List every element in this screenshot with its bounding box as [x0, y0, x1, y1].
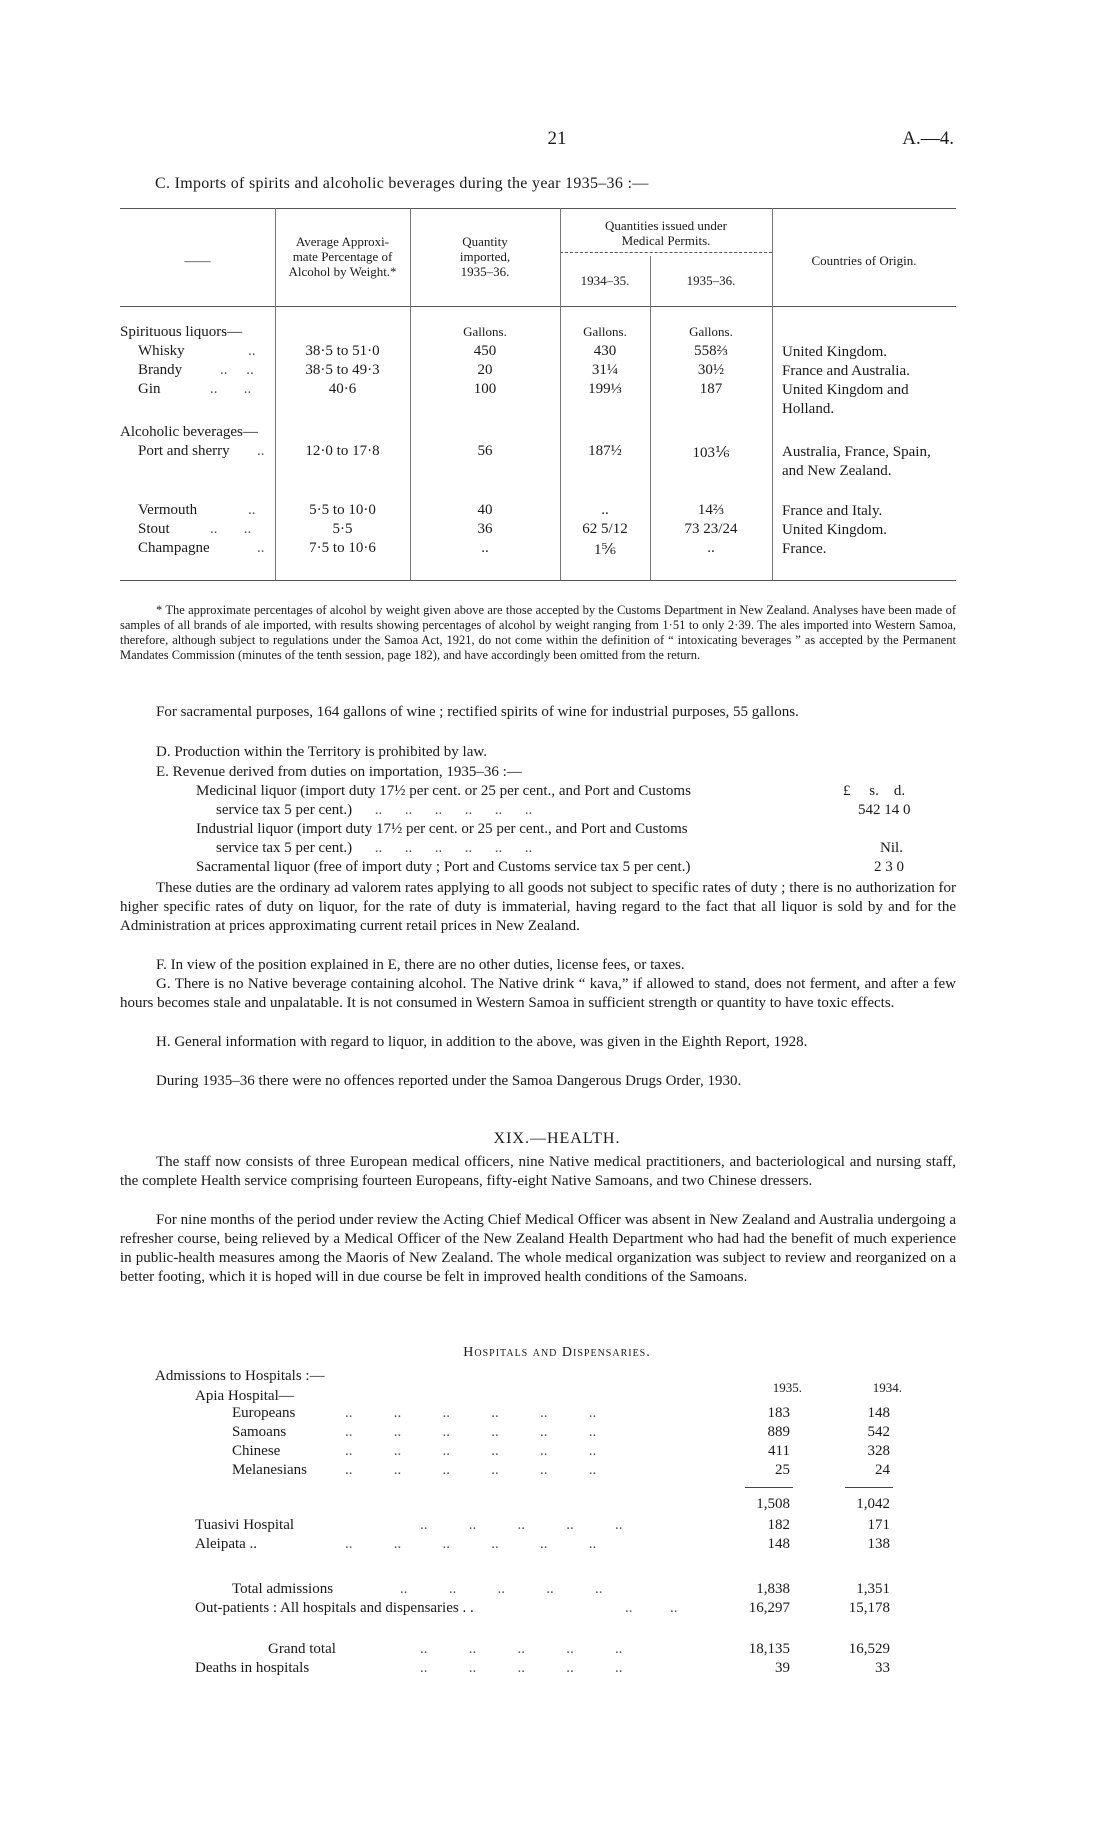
duties-paragraph: These duties are the ordinary ad valorem rates applying to all goods not subject to specific rates of duty ; there is no authorization for higher specific rates of duty on liquor, for the rate of duty is immaterial, having regard to the fact that all liquor is sold by and for the Administration at prices approximating current retail prices in New Zealand.: [120, 880, 956, 934]
row-medical-1934: ..: [601, 502, 609, 518]
paragraph-g: G. There is no Native beverage containing alcohol. The Native drink “ kava,” if allowed to stand, does not ferment, and after a few hours becomes stale and unpalatable. It is not consumed in Western Samoa in sufficient strength or quantity to have toxic effects.: [120, 976, 956, 1011]
row-origin: United Kingdom.: [782, 522, 887, 538]
report-reference: A.—4.: [902, 128, 954, 149]
row-medical-1935: 30½: [697, 362, 725, 378]
revenue-industrial-text: service tax 5 per cent.): [216, 840, 353, 856]
sacramental-paragraph: For sacramental purposes, 164 gallons of wine ; rectified spirits of wine for industrial purposes, 55 gallons.: [156, 704, 799, 720]
leader-dots: ..: [248, 343, 256, 359]
paragraph-e: E. Revenue derived from duties on importation, 1935–36 :—: [156, 764, 522, 780]
row-percentage: 5·5: [332, 521, 353, 537]
hospital-row-label: Chinese: [232, 1443, 281, 1459]
row-medical-1934: 1⅚: [593, 542, 617, 558]
revenue-sacramental: Sacramental liquor (free of import duty ; Port and Customs service tax 5 per cent.): [196, 859, 691, 875]
group-label: Spirituous liquors—: [120, 324, 243, 340]
hospital-row-label: Samoans: [232, 1424, 287, 1440]
header-quantity-line: Quantity: [462, 234, 508, 249]
row-quantity: 100: [473, 381, 497, 397]
unit-quantity: Gallons.: [463, 324, 507, 339]
total-admissions-label: Total admissions: [232, 1581, 334, 1597]
apia-total-1934: 1,042: [856, 1496, 890, 1512]
row-medical-1934: 62 5/12: [582, 521, 628, 537]
leader-dots: .. .. .. .. ..: [420, 1641, 623, 1657]
revenue-currency-header: [843, 783, 905, 800]
unit-medical-1935: Gallons.: [689, 324, 733, 339]
paragraph-h: H. General information with regard to liquor, in addition to the above, was given in the Eighth Report, 1928.: [156, 1034, 808, 1050]
header-countries: Countries of Origin.: [811, 253, 917, 268]
row-medical-1935: 103⅙: [692, 445, 730, 461]
row-name: Stout: [138, 521, 170, 537]
row-name: Vermouth: [138, 502, 198, 518]
row-quantity: 40: [477, 502, 493, 518]
row-medical-1935: 187: [699, 381, 723, 397]
tuasivi-1934: 171: [867, 1517, 890, 1533]
leader-dots: .. .. .. .. .. ..: [345, 1536, 597, 1552]
leader-dots: .. .. .. .. .. ..: [345, 1424, 597, 1440]
row-percentage: 12·0 to 17·8: [305, 443, 380, 459]
sum-rule: [745, 1487, 793, 1488]
header-quantity: [410, 234, 560, 279]
deaths-1934: 33: [875, 1660, 890, 1676]
paragraph-d: D. Production within the Territory is prohibited by law.: [156, 744, 487, 760]
row-medical-1935: 73 23/24: [684, 521, 738, 537]
header-medical-line: Quantities issued under: [604, 218, 728, 233]
row-name: Brandy: [138, 362, 183, 378]
leader-dots: .. .. .. .. .. ..: [345, 1443, 597, 1459]
medical-subheader-rule: [560, 252, 772, 253]
row-quantity: ..: [481, 540, 489, 556]
leader-dots: .. .. .. .. ..: [420, 1517, 623, 1533]
table-footnote: * The approximate percentages of alcohol by weight given above are those accepted by the Customs Department in New Zealand. Analyses have been made of samples of all brands of ale imported, with results showing percentages of alcohol by weight ranging from 1·51 to only 2·39. The ales imported into Western Samoa, therefore, although subject to regulations under the Samoa Act, 1921, do not come within the definition of “ intoxicating beverages ” as accepted by the Permanent Mandates Commission (minutes of the tenth session, page 182), and have accordingly been omitted from the return.: [120, 603, 956, 662]
revenue-medicinal-line1: Medicinal liquor (import duty 17½ per cent. or 25 per cent., and Port and Customs: [196, 783, 691, 799]
row-origin: United Kingdom.: [782, 344, 887, 360]
page-number: 21: [547, 128, 567, 149]
value-1935: 25: [775, 1462, 790, 1478]
health-review-paragraph: For nine months of the period under review the Acting Chief Medical Officer was absent in New Zealand and Australia undergoing a refresher course, being relieved by a Medical Officer of the New Zealand Health Department who had had the benefit of much experience in public-health measures among the Maoris of New Zealand. The whole medical organization was subject to review and reorganized on a better footing, which it is hoped will in due course be felt in improved health conditions of the Samoans.: [120, 1212, 956, 1285]
header-medical-line: Medical Permits.: [621, 233, 711, 248]
apia-label: Apia Hospital—: [195, 1388, 294, 1404]
leader-dots: ..: [248, 502, 256, 518]
group-label: Alcoholic beverages—: [120, 424, 258, 440]
leader-dots: .. .. .. .. ..: [420, 1660, 623, 1676]
header-quantity-line: 1935–36.: [460, 264, 510, 279]
row-name: Gin: [138, 381, 161, 397]
revenue-medicinal-amount: 542 14 0: [858, 802, 911, 818]
aleipata-1935: 148: [767, 1536, 790, 1552]
shillings-header: s.: [869, 783, 879, 799]
outpatients-1934: 15,178: [848, 1600, 890, 1616]
total-admissions-1935: 1,838: [756, 1581, 790, 1597]
section-c-heading: C. Imports of spirits and alcoholic beverages during the year 1935–36 :—: [155, 175, 649, 192]
value-1934: 542: [867, 1424, 890, 1440]
header-alcohol-line: Alcohol by Weight.*: [288, 264, 397, 279]
header-alcohol-line: mate Percentage of: [292, 249, 393, 264]
leader-dots: .. .. .. .. ..: [400, 1581, 603, 1597]
row-medical-1934: 187½: [588, 443, 622, 459]
revenue-medicinal-text: service tax 5 per cent.): [216, 802, 353, 818]
row-medical-1935: ..: [707, 540, 715, 556]
table-bottom-rule: [120, 580, 956, 581]
row-percentage: 38·5 to 51·0: [305, 343, 380, 359]
leader-dots: .. .. .. .. .. ..: [345, 1462, 597, 1478]
admissions-label: Admissions to Hospitals :—: [155, 1368, 325, 1384]
grand-total-1935: 18,135: [748, 1641, 790, 1657]
tuasivi-1935: 182: [767, 1517, 790, 1533]
tuasivi-label: Tuasivi Hospital: [195, 1517, 295, 1533]
value-1934: 148: [867, 1405, 890, 1421]
imports-table: [120, 208, 956, 588]
aleipata-1934: 138: [867, 1536, 890, 1552]
value-1934: 24: [875, 1462, 890, 1478]
leader-dots: ..: [257, 443, 265, 459]
leader-dots: .. ..: [220, 362, 254, 378]
outpatients-1935: 16,297: [748, 1600, 790, 1616]
revenue-sacramental-amount: 2 3 0: [874, 859, 904, 875]
year-1934-header: 1934.: [872, 1380, 902, 1395]
row-origin: Australia, France, Spain, and New Zealand.: [782, 444, 931, 479]
header-medical-1935: 1935–36.: [686, 273, 736, 288]
row-medical-1935: 14⅔: [697, 502, 725, 518]
outpatients-label: Out-patients : All hospitals and dispensaries . .: [195, 1600, 474, 1616]
row-quantity: 20: [477, 362, 493, 378]
row-percentage: 5·5 to 10·0: [309, 502, 376, 518]
row-percentage: 38·5 to 49·3: [305, 362, 380, 378]
row-medical-1934: 31¼: [591, 362, 619, 378]
pence-header: d.: [893, 783, 906, 799]
unit-medical-1934: Gallons.: [583, 324, 627, 339]
grand-total-1934: 16,529: [848, 1641, 890, 1657]
header-alcohol-line: Average Approxi-: [295, 234, 390, 249]
leader-dots: .. ..: [625, 1600, 678, 1616]
row-medical-1935: 558⅔: [694, 343, 728, 359]
deaths-label: Deaths in hospitals: [195, 1660, 310, 1676]
leader-dots: .. ..: [210, 521, 252, 537]
apia-total-1935: 1,508: [756, 1496, 790, 1512]
total-admissions-1934: 1,351: [856, 1581, 890, 1597]
row-origin: United Kingdom and Holland.: [782, 382, 909, 417]
value-1935: 183: [767, 1405, 790, 1421]
row-origin: France.: [782, 541, 827, 557]
hospital-row-label: Europeans: [232, 1405, 296, 1421]
table-header-rule: [120, 306, 956, 307]
row-name: Port and sherry: [138, 443, 230, 459]
value-1935: 889: [767, 1424, 790, 1440]
table-top-rule: [120, 208, 956, 209]
row-origin: France and Australia.: [782, 363, 910, 379]
row-name: Whisky: [138, 343, 185, 359]
pounds-header: £: [843, 783, 851, 799]
sum-rule: [845, 1487, 893, 1488]
row-origin: France and Italy.: [782, 503, 883, 519]
revenue-industrial-line2: service tax 5 per cent.) .. .. .. .. .. ..: [216, 840, 533, 856]
revenue-industrial-amount: Nil.: [880, 840, 903, 856]
row-percentage: 7·5 to 10·6: [309, 540, 376, 556]
row-quantity: 56: [477, 443, 493, 459]
value-1934: 328: [867, 1443, 890, 1459]
deaths-1935: 39: [775, 1660, 790, 1676]
drugs-paragraph: During 1935–36 there were no offences reported under the Samoa Dangerous Drugs Order, 1930.: [156, 1073, 742, 1089]
revenue-industrial-line1: Industrial liquor (import duty 17½ per cent. or 25 per cent., and Port and Customs: [196, 821, 688, 837]
health-staff-paragraph: The staff now consists of three European medical officers, nine Native medical practitioners, and bacteriological and nursing staff, the complete Health service comprising fourteen Europeans, fifty-eight Native Samoans, and two Chinese dressers.: [120, 1154, 956, 1189]
paragraph-f: F. In view of the position explained in E, there are no other duties, license fees, or taxes.: [156, 957, 685, 973]
header-blank: ——: [184, 253, 211, 268]
row-percentage: 40·6: [328, 381, 357, 397]
aleipata-label: Aleipata ..: [195, 1536, 258, 1552]
year-1935-header: 1935.: [772, 1380, 802, 1395]
header-medical-1934: 1934–35.: [580, 273, 630, 288]
header-alcohol: [275, 234, 410, 279]
row-medical-1934: 430: [593, 343, 617, 359]
hospitals-subtitle: Hospitals and Dispensaries.: [463, 1345, 651, 1360]
header-quantity-line: imported,: [459, 249, 511, 264]
revenue-medicinal-line2: service tax 5 per cent.) .. .. .. .. .. ..: [216, 802, 533, 818]
hospital-row-label: Melanesians: [232, 1462, 307, 1478]
header-medical: [560, 218, 772, 248]
row-medical-1934: 199⅓: [588, 381, 622, 397]
leader-dots: .. ..: [210, 381, 252, 397]
row-name: Champagne: [138, 540, 210, 556]
health-section-title: XIX.—HEALTH.: [493, 1130, 621, 1147]
row-quantity: 36: [477, 521, 493, 537]
leader-dots: ..: [257, 540, 265, 556]
value-1935: 411: [768, 1443, 790, 1459]
row-quantity: 450: [473, 343, 497, 359]
grand-total-label: Grand total: [268, 1641, 336, 1657]
leader-dots: .. .. .. .. .. ..: [345, 1405, 597, 1421]
